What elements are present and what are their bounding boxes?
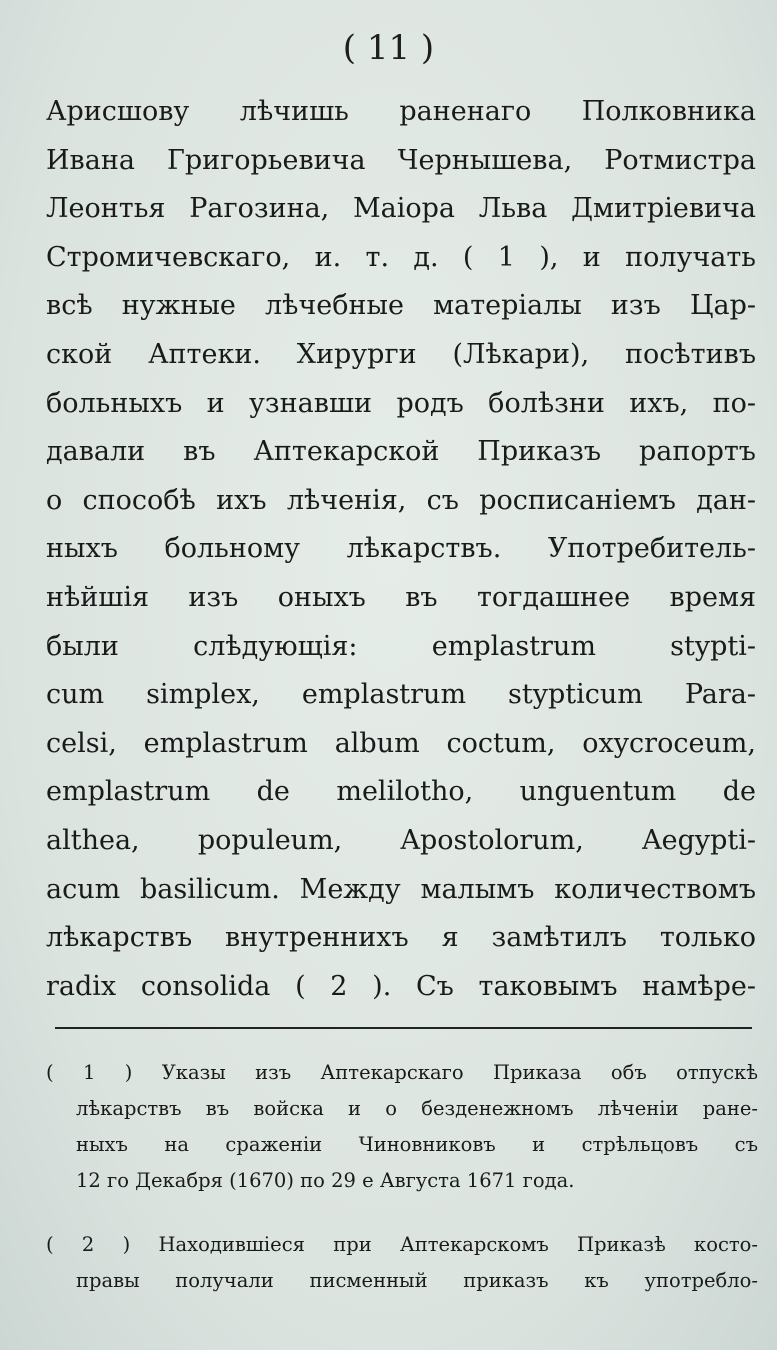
- text-line: Леонтья Рагозина, Маіора Льва Дмитріевича: [46, 193, 756, 225]
- text-line: больныхъ и узнавши родъ болѣзни ихъ, по-: [46, 387, 756, 419]
- text-line: emplastrum de melilotho, unguentum de: [46, 776, 756, 808]
- footnote-line: ныхъ на сраженіи Чиновниковъ и стрѣльцовъ съ: [76, 1133, 758, 1156]
- text-line: cum simplex, emplastrum stypticum Para-: [46, 679, 756, 711]
- text-line: Арисшову лѣчишь раненаго Полковника: [46, 96, 756, 127]
- main-text: [46, 88, 756, 1011]
- text-line: radix consolida ( 2 ). Съ таковымъ намѣре-: [46, 970, 756, 1002]
- footnote-line: правы получали писменный приказъ къ употребло-: [76, 1269, 758, 1292]
- text-line: celsi, emplastrum album coctum, oxycroceum,: [46, 727, 756, 759]
- text-line: о способѣ ихъ лѣченія, съ росписаніемъ дан-: [46, 484, 756, 516]
- text-line: Ивана Григорьевича Чернышева, Ротмистра: [46, 144, 756, 176]
- text-line: лѣкарствъ внутреннихъ я замѣтилъ только: [46, 922, 756, 954]
- text-line: Стромичевскаго, и. т. д. ( 1 ), и получать: [46, 241, 756, 273]
- footnote-line: лѣкарствъ въ войска и о безденежномъ лѣченіи ране-: [76, 1097, 758, 1120]
- text-line: althea, populeum, Apostolorum, Aegypti-: [46, 824, 756, 856]
- footnote-2: [46, 1227, 758, 1299]
- text-line: нѣйшія изъ оныхъ въ тогдашнее время: [46, 581, 756, 613]
- footnote-line: 12 го Декабря (1670) по 29 е Августа 1671 года.: [76, 1169, 575, 1192]
- footnote-line: ( 1 ) Указы изъ Аптекарскаго Приказа объ отпускѣ: [46, 1061, 758, 1084]
- text-line: всѣ нужные лѣчебные матеріалы изъ Цар-: [46, 290, 756, 322]
- text-line: acum basilicum. Между малымъ количествомъ: [46, 873, 756, 905]
- footnote-divider: [55, 1027, 752, 1029]
- text-line: были слѣдующія: emplastrum stypti-: [46, 630, 756, 662]
- page-number: ( 11 ): [342, 28, 435, 68]
- footnote-1: [46, 1055, 758, 1199]
- text-line: ской Аптеки. Хирурги (Лѣкари), посѣтивъ: [46, 338, 756, 370]
- text-line: давали въ Аптекарской Приказъ рапортъ: [46, 436, 756, 468]
- footnote-line: ( 2 ) Находившіеся при Аптекарскомъ Приказѣ косто-: [46, 1233, 758, 1256]
- text-line: ныхъ больному лѣкарствъ. Употребитель-: [46, 533, 756, 565]
